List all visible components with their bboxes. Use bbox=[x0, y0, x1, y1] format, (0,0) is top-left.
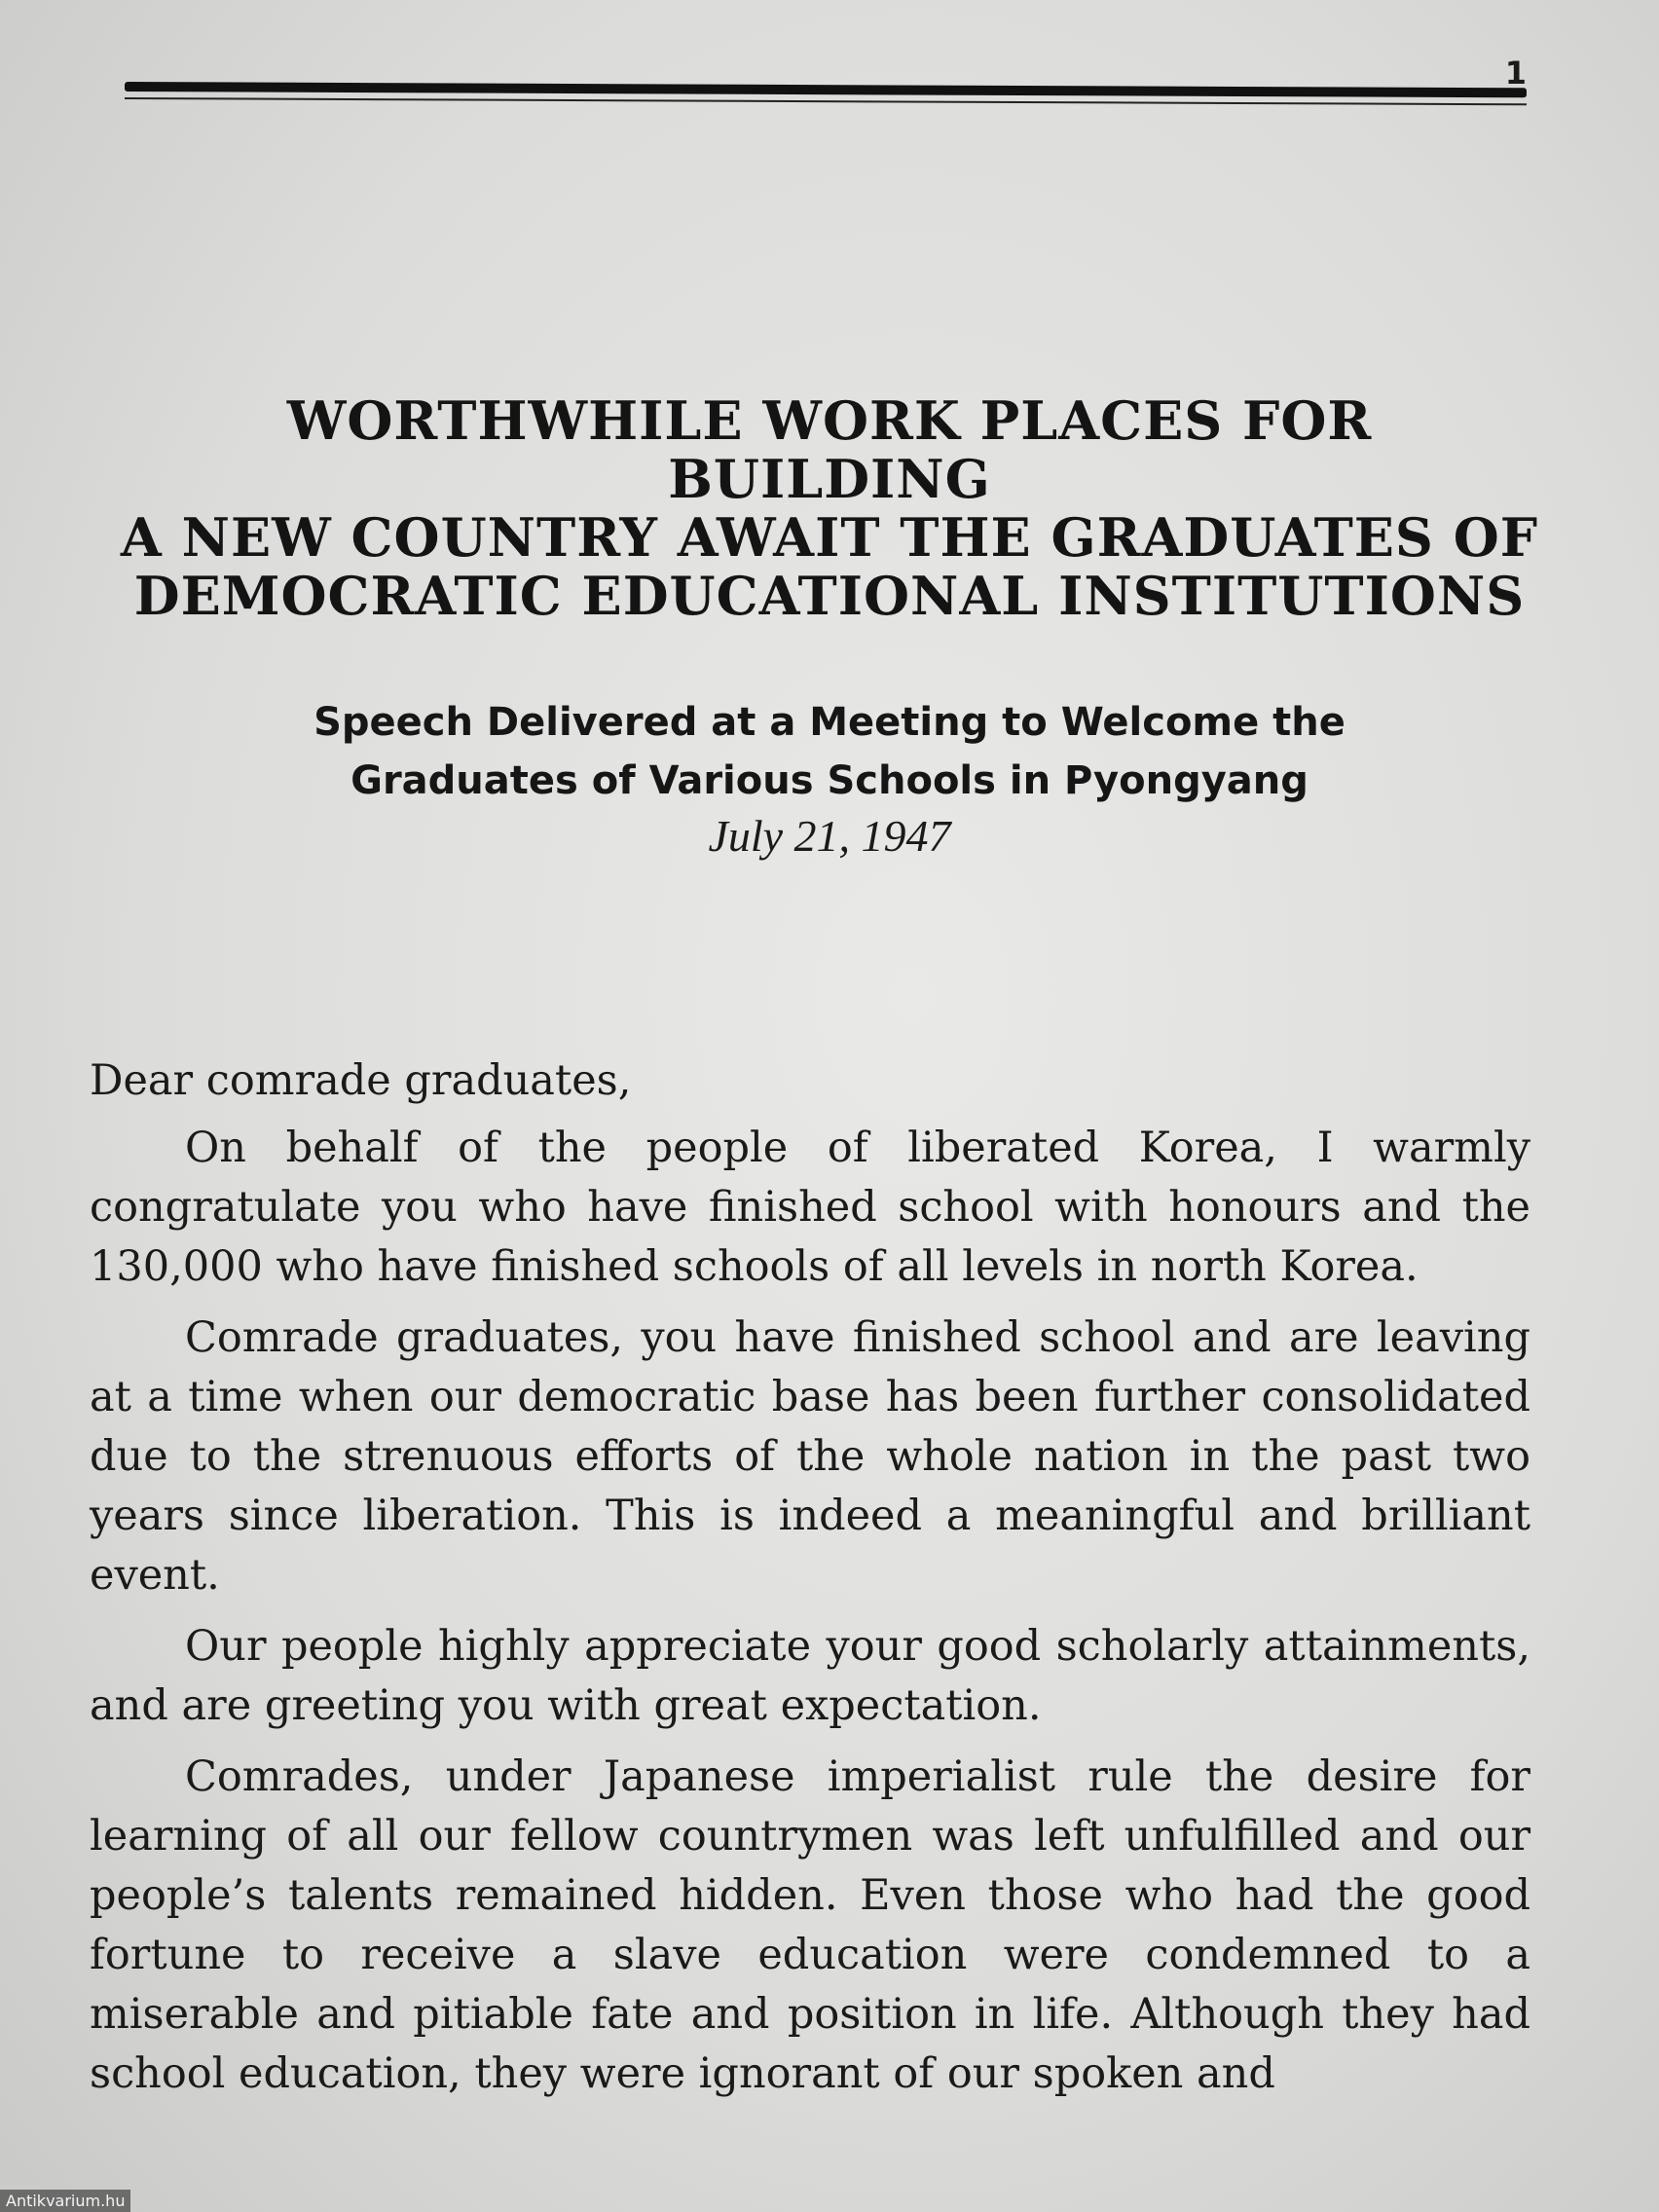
source-watermark: Antikvarium.hu bbox=[0, 2190, 130, 2212]
subtitle-line: Graduates of Various Schools in Pyongyang bbox=[350, 758, 1309, 803]
title-line: WORTHWHILE WORK PLACES FOR BUILDING bbox=[286, 389, 1373, 510]
salutation: Dear comrade graduates, bbox=[90, 1056, 632, 1105]
speech-body bbox=[90, 1051, 1530, 2116]
title-line: DEMOCRATIC EDUCATIONAL INSTITUTIONS bbox=[133, 565, 1526, 627]
speech-title bbox=[117, 391, 1542, 625]
speech-subtitle bbox=[117, 693, 1542, 810]
header-rule bbox=[125, 82, 1527, 97]
page-number: 1 bbox=[1504, 55, 1527, 92]
header-rule-thin bbox=[125, 97, 1527, 105]
paragraph: Our people highly appreciate your good scholarly attainments, and are greeting you with great expectation. bbox=[90, 1622, 1530, 1730]
title-line: A NEW COUNTRY AWAIT THE GRADUATES OF bbox=[120, 506, 1539, 569]
subtitle-line: Speech Delivered at a Meeting to Welcome the bbox=[313, 700, 1346, 745]
paragraph: On behalf of the people of liberated Korea, I warmly congratulate you who have finished school with honours and the 130,000 who have finished schools of all levels in north Korea. bbox=[90, 1124, 1530, 1291]
speech-date: July 21, 1947 bbox=[708, 811, 951, 861]
paragraph: Comrade graduates, you have finished school and are leaving at a time when our democratic base has been further consolidated due to the strenuous efforts of the whole nation in the past two years since liberation. This is indeed a meaningful and brilliant event. bbox=[90, 1313, 1530, 1600]
paragraph: Comrades, under Japanese imperialist rule the desire for learning of all our fellow countrymen was left unfulfilled and our people’s talents remained hidden. Even those who had the good fortune to receive a slave education were condemned to a miserable and pitiable fate and position in life. Although they had school education, they were ignorant of our spoken and bbox=[90, 1752, 1530, 2098]
